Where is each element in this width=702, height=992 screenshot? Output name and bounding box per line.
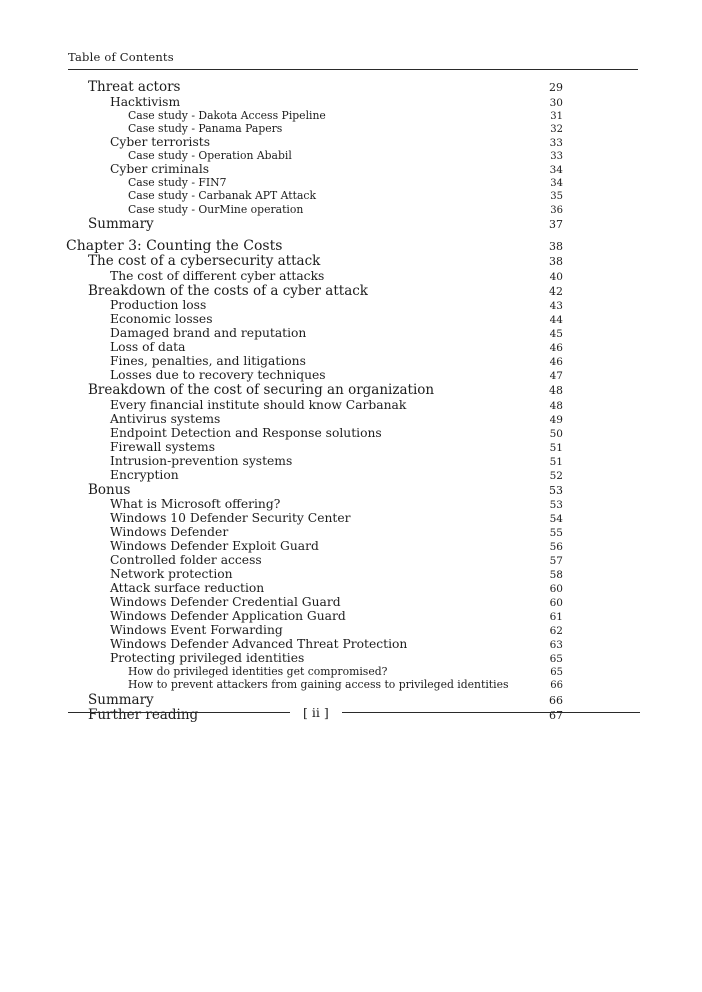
- toc-entry-title: Antivirus systems: [110, 411, 221, 426]
- toc-entry[interactable]: [66, 498, 563, 512]
- toc-entry-page: 37: [549, 217, 563, 231]
- toc-entry[interactable]: [66, 568, 563, 582]
- toc-entry-page: 46: [549, 356, 563, 369]
- toc-entry-page: 55: [549, 527, 563, 540]
- toc-entry-title: The cost of different cyber attacks: [110, 268, 325, 283]
- toc-entry[interactable]: [66, 341, 563, 355]
- toc-entry-page: 48: [549, 384, 563, 398]
- toc-entry-page: 62: [549, 625, 563, 638]
- toc-entry[interactable]: [66, 190, 563, 203]
- toc-entry-page: 47: [549, 370, 563, 383]
- toc-entry[interactable]: [66, 110, 563, 123]
- toc-entry-page: 65: [549, 653, 563, 666]
- toc-entry[interactable]: [66, 284, 563, 300]
- toc-entry-title: Firewall systems: [110, 439, 216, 454]
- toc-entry-page: 29: [549, 81, 563, 94]
- toc-entry[interactable]: [66, 441, 563, 455]
- footer-rule-left: [68, 712, 290, 713]
- toc-entry-page: 65: [550, 667, 563, 679]
- toc-entry[interactable]: [66, 596, 563, 610]
- toc-entry[interactable]: [66, 483, 563, 499]
- toc-entry[interactable]: [66, 136, 563, 150]
- toc-entry[interactable]: [66, 313, 563, 327]
- toc-entry-title: Encryption: [110, 467, 179, 482]
- toc-entry-title: Cyber terrorists: [110, 134, 211, 149]
- toc-entry-page: 44: [549, 314, 563, 327]
- toc-entry[interactable]: [66, 163, 563, 177]
- toc-entry-title: Loss of data: [110, 340, 186, 355]
- toc-entry-page: 43: [549, 300, 563, 313]
- toc-entry[interactable]: [66, 355, 563, 369]
- toc-entry-page: 30: [549, 96, 563, 109]
- toc-entry-title: Every financial institute should know Carbanak: [110, 397, 407, 412]
- toc-entry[interactable]: [66, 554, 563, 568]
- toc-entry[interactable]: [66, 469, 563, 483]
- toc-entry[interactable]: [66, 652, 563, 666]
- toc-entry[interactable]: [66, 638, 563, 652]
- toc-entry-title: Economic losses: [110, 312, 213, 327]
- toc-entry-page: 61: [549, 611, 563, 624]
- footer-rule-right: [342, 712, 640, 713]
- toc-entry-title: The cost of a cybersecurity attack: [88, 253, 321, 270]
- toc-entry-page: 63: [549, 639, 563, 652]
- toc-entry-title: Losses due to recovery techniques: [110, 368, 326, 383]
- toc-entry[interactable]: [66, 254, 563, 270]
- toc-entry-title: Damaged brand and reputation: [110, 326, 307, 341]
- toc-entry-title: Case study - Operation Ababil: [128, 148, 292, 162]
- toc-entry-page: 50: [549, 427, 563, 440]
- toc-entry-title: Breakdown of the cost of securing an organization: [88, 382, 435, 399]
- toc-entry-title: Bonus: [88, 481, 131, 498]
- toc-entry[interactable]: [66, 299, 563, 313]
- page-footer: [68, 705, 640, 720]
- toc-entry-page: 38: [549, 240, 563, 254]
- toc-entry-page: 35: [550, 191, 563, 203]
- toc-entry-page: 48: [549, 399, 563, 412]
- toc-entry-page: 53: [549, 499, 563, 512]
- toc-entry[interactable]: [66, 270, 563, 284]
- toc-entry[interactable]: [66, 204, 563, 217]
- toc-entry-page: 54: [549, 513, 563, 526]
- toc-entry-title: Summary: [88, 691, 154, 708]
- toc-entry[interactable]: [66, 96, 563, 110]
- toc-entry-title: Windows Defender: [110, 525, 229, 540]
- toc-entry-page: 31: [550, 110, 563, 122]
- toc-entry[interactable]: [66, 327, 563, 341]
- toc-entry-title: Windows Defender Credential Guard: [110, 595, 341, 610]
- toc-entry[interactable]: [66, 512, 563, 526]
- toc-entry-page: 56: [549, 541, 563, 554]
- toc-entry-page: 38: [549, 255, 563, 269]
- toc-entry[interactable]: [66, 526, 563, 540]
- toc-entry[interactable]: [66, 413, 563, 427]
- toc-entry[interactable]: [66, 610, 563, 624]
- toc-entry[interactable]: [66, 217, 563, 233]
- toc-entry-title: Case study - FIN7: [128, 176, 227, 190]
- toc-entry-title: Network protection: [110, 567, 233, 582]
- toc-entry[interactable]: [66, 80, 563, 96]
- toc-entry-page: 66: [549, 693, 563, 707]
- toc-entry-page: 45: [549, 328, 563, 341]
- toc-entry-title: What is Microsoft offering?: [110, 497, 281, 512]
- toc-entry-title: Protecting privileged identities: [110, 651, 305, 666]
- toc-entry[interactable]: [66, 123, 563, 136]
- toc-entry-title: Summary: [88, 215, 154, 232]
- toc-entry-page: 42: [549, 284, 563, 298]
- toc-entry-title: Chapter 3: Counting the Costs: [66, 238, 283, 255]
- toc-entry-title: Production loss: [110, 298, 207, 313]
- page-number-folio: [ ii ]: [303, 705, 329, 720]
- toc-entry-title: Further reading: [88, 707, 199, 724]
- toc-entry-page: 32: [550, 123, 563, 135]
- toc-entry-page: 49: [549, 413, 563, 426]
- toc-entry-page: 33: [550, 150, 563, 162]
- toc-entry-page: 34: [549, 164, 563, 177]
- toc-entry-page: 53: [549, 483, 563, 497]
- toc-entry-title: Windows Defender Exploit Guard: [110, 539, 319, 554]
- toc-entry-page: 52: [549, 469, 563, 482]
- toc-entry-page: 67: [549, 709, 563, 723]
- toc-entry-title: Windows Event Forwarding: [110, 623, 283, 638]
- toc-entry-title: Threat actors: [88, 79, 181, 95]
- toc-entry[interactable]: [66, 427, 563, 441]
- toc-entry-page: 58: [549, 569, 563, 582]
- toc-entry[interactable]: [66, 383, 563, 399]
- toc-entry[interactable]: [66, 369, 563, 383]
- toc-entry-page: 66: [550, 680, 563, 692]
- toc-entry-title: Windows Defender Advanced Threat Protection: [110, 637, 408, 652]
- toc-entry-title: Case study - Carbanak APT Attack: [128, 189, 316, 203]
- toc-entry[interactable]: [66, 582, 563, 596]
- toc-entry-page: 46: [549, 342, 563, 355]
- toc-entry-page: 51: [549, 441, 563, 454]
- toc-entry-title: Case study - Panama Papers: [128, 121, 283, 135]
- toc-entry[interactable]: [66, 679, 563, 692]
- table-of-contents: [66, 80, 563, 724]
- toc-entry-title: Endpoint Detection and Response solutions: [110, 425, 382, 440]
- toc-entry-title: Intrusion-prevention systems: [110, 453, 293, 468]
- toc-entry[interactable]: [66, 455, 563, 469]
- toc-entry[interactable]: [66, 239, 563, 254]
- toc-entry[interactable]: [66, 540, 563, 554]
- toc-entry-page: 60: [549, 583, 563, 596]
- toc-entry-title: How to prevent attackers from gaining access to privileged identities: [128, 678, 509, 692]
- toc-entry-title: Case study - Dakota Access Pipeline: [128, 108, 326, 122]
- toc-entry-title: Attack surface reduction: [110, 581, 265, 596]
- toc-entry-title: Breakdown of the costs of a cyber attack: [88, 282, 368, 299]
- toc-entry-page: 57: [549, 555, 563, 568]
- toc-entry[interactable]: [66, 399, 563, 413]
- toc-entry-title: Hacktivism: [110, 94, 181, 109]
- toc-entry-title: Windows Defender Application Guard: [110, 609, 346, 624]
- running-header: Table of Contents: [68, 50, 174, 64]
- toc-entry-page: 36: [550, 204, 563, 216]
- toc-entry-page: 51: [549, 455, 563, 468]
- toc-entry-page: 40: [549, 270, 563, 283]
- toc-entry-title: Controlled folder access: [110, 553, 262, 568]
- toc-entry-page: 60: [549, 597, 563, 610]
- toc-entry-page: 33: [549, 136, 563, 149]
- toc-entry-title: How do privileged identities get compromised?: [128, 665, 388, 679]
- toc-entry-title: Windows 10 Defender Security Center: [110, 511, 351, 526]
- toc-entry-title: Case study - OurMine operation: [128, 202, 304, 216]
- header-rule: [68, 69, 638, 70]
- toc-entry-title: Fines, penalties, and litigations: [110, 354, 306, 369]
- toc-entry-page: 34: [550, 178, 563, 190]
- toc-entry-title: Cyber criminals: [110, 162, 210, 177]
- toc-entry[interactable]: [66, 624, 563, 638]
